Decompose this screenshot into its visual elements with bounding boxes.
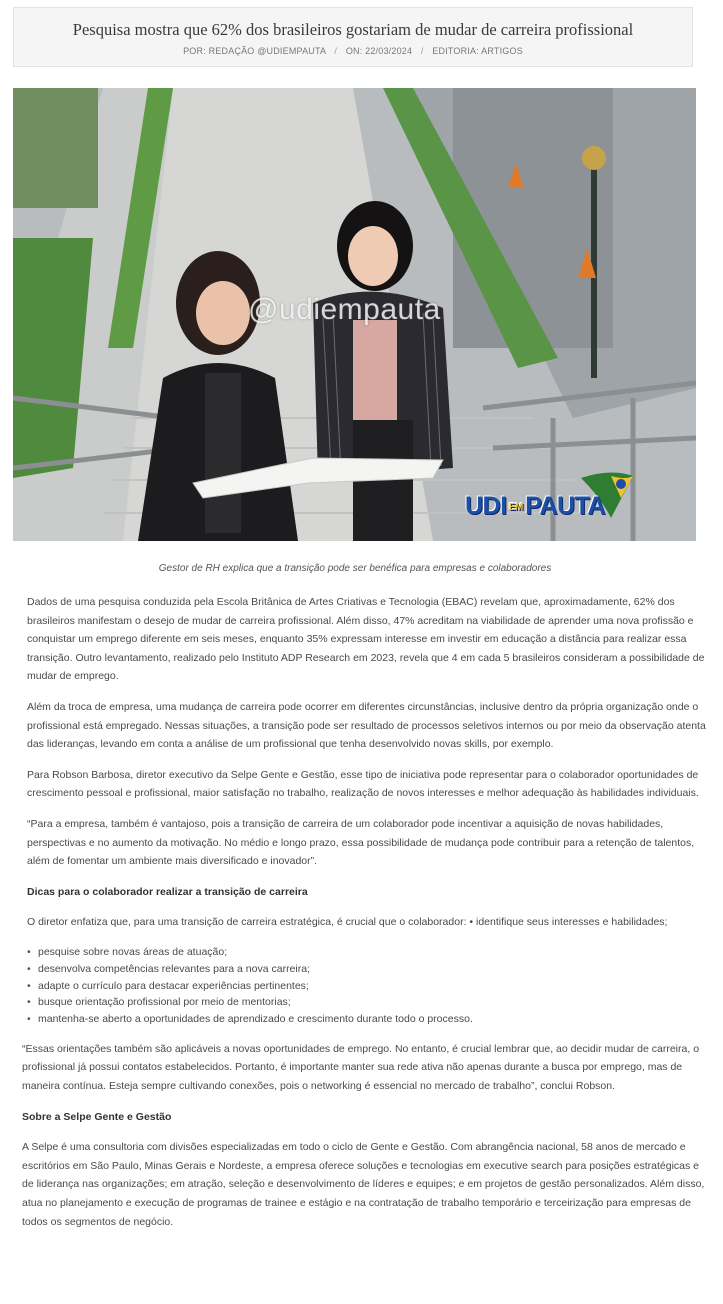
by-label: POR: [183,46,206,56]
section-link[interactable]: ARTIGOS [481,46,523,56]
paragraph: Além da troca de empresa, uma mudança de carreira pode ocorrer em diferentes circunstâncias, inclusive dentro da própria organização onde o profissional está empregado. Nessas situações, a transição pode ser resultado de processos seletivos internos ou por meio da observação atenta das lideranças, levando em conta a análise de um profissional que tenha desenvolvido novas skills, por exemplo. [27,700,706,751]
meta-separator: / [420,46,424,56]
author-link[interactable]: REDAÇÃO @UDIEMPAUTA [208,46,326,56]
article-meta [14,46,692,56]
udi-em-pauta-logo [461,468,641,528]
article-title: Pesquisa mostra que 62% dos brasileiros gostariam de mudar de carreira profissional [72,20,634,39]
paragraph: Para Robson Barbosa, diretor executivo da Selpe Gente e Gestão, esse tipo de iniciativa pode representar para o colaborador oportunidades de crescimento pessoal e profissional, maior satisfação no trabalho, realização de novos interesses e melhor adequação às habilidades individuais. [27,768,699,800]
list-item: • pesquise sobre novas áreas de atuação; [27,944,712,961]
section-heading: Sobre a Selpe Gente e Gestão [22,1110,172,1123]
article-photo [13,88,696,541]
list-item: • mantenha-se aberto a oportunidades de aprendizado e crescimento durante todo o processo. [27,1011,712,1028]
logo-text: UDI EM PAUTA [465,492,606,520]
article-body [22,593,712,1243]
paragraph: O diretor enfatiza que, para uma transição de carreira estratégica, é crucial que o colaborador: • identifique seus interesses e habilidades; [27,916,668,929]
image-watermark: @udiempauta [248,293,441,326]
section-heading: Dicas para o colaborador realizar a transição de carreira [27,885,308,898]
list-item: • adapte o currículo para destacar experiências pertinentes; [27,978,712,995]
section-label: EDITORIA: [432,46,479,56]
paragraph: Dados de uma pesquisa conduzida pela Escola Britânica de Artes Criativas e Tecnologia (EBAC) revelam que, aproximadamente, 62% dos brasileiros manifestam o desejo de mudar de carreira profissional. Além disso, 47% acreditam na viabilidade de aprender uma nova profissão e conquistar um emprego diferente em seis meses, enquanto 35% expressam interesse em investir em educação a distância para realizar essa transição. Outro levantamento, realizado pelo Instituto ADP Research em 2023, revela que 4 em cada 5 brasileiros consideram a possibilidade de mudar de emprego. [27,596,705,683]
photo-caption: Gestor de RH explica que a transição pode ser benéfica para empresas e colaboradores [158,563,552,574]
paragraph: A Selpe é uma consultoria com divisões especializadas em todo o ciclo de Gente e Gestão. Com abrangência nacional, 58 anos de mercado e escritórios em São Paulo, Minas Gerais e Nordeste, a empresa oferece soluções e tecnologias em executive search para posições estratégicas e de liderança nas organizações; em atração, seleção e desenvolvimento de líderes e equipes; e em projetos de gestão personalizados. Além disso, atua no planejamento e execução de programas de trainee e estágio e na contratação de trabalho temporário e terceirização para empresas de todos os segmentos de negócio. [22,1141,705,1228]
article-header [13,7,693,67]
on-label: ON: [345,46,363,56]
list-item: • busque orientação profissional por meio de mentorias; [27,994,712,1011]
list-item: • desenvolva competências relevantes para a nova carreira; [27,961,712,978]
tips-list [22,944,712,1028]
paragraph: “Para a empresa, também é vantajoso, pois a transição de carreira de um colaborador pode incentivar a aquisição de novas habilidades, perspectivas e no aumento da motivação. No médio e longo prazo, essa possibilidade de mudança pode contribuir para a retenção de talentos, além de fomentar um ambiente mais diversificado e inovador”. [27,817,695,868]
publish-date: 22/03/2024 [365,46,413,56]
paragraph: “Essas orientações também são aplicáveis a novas oportunidades de emprego. No entanto, é crucial lembrar que, ao decidir mudar de carreira, o profissional já possui contatos estabelecidos. Portanto, é importante manter sua rede ativa não apenas durante a busca por emprego, mas de maneira contínua. Esteja sempre cultivando conexões, pois o networking é essencial no mercado de trabalho”, conclui Robson. [22,1042,700,1093]
meta-separator: / [334,46,338,56]
